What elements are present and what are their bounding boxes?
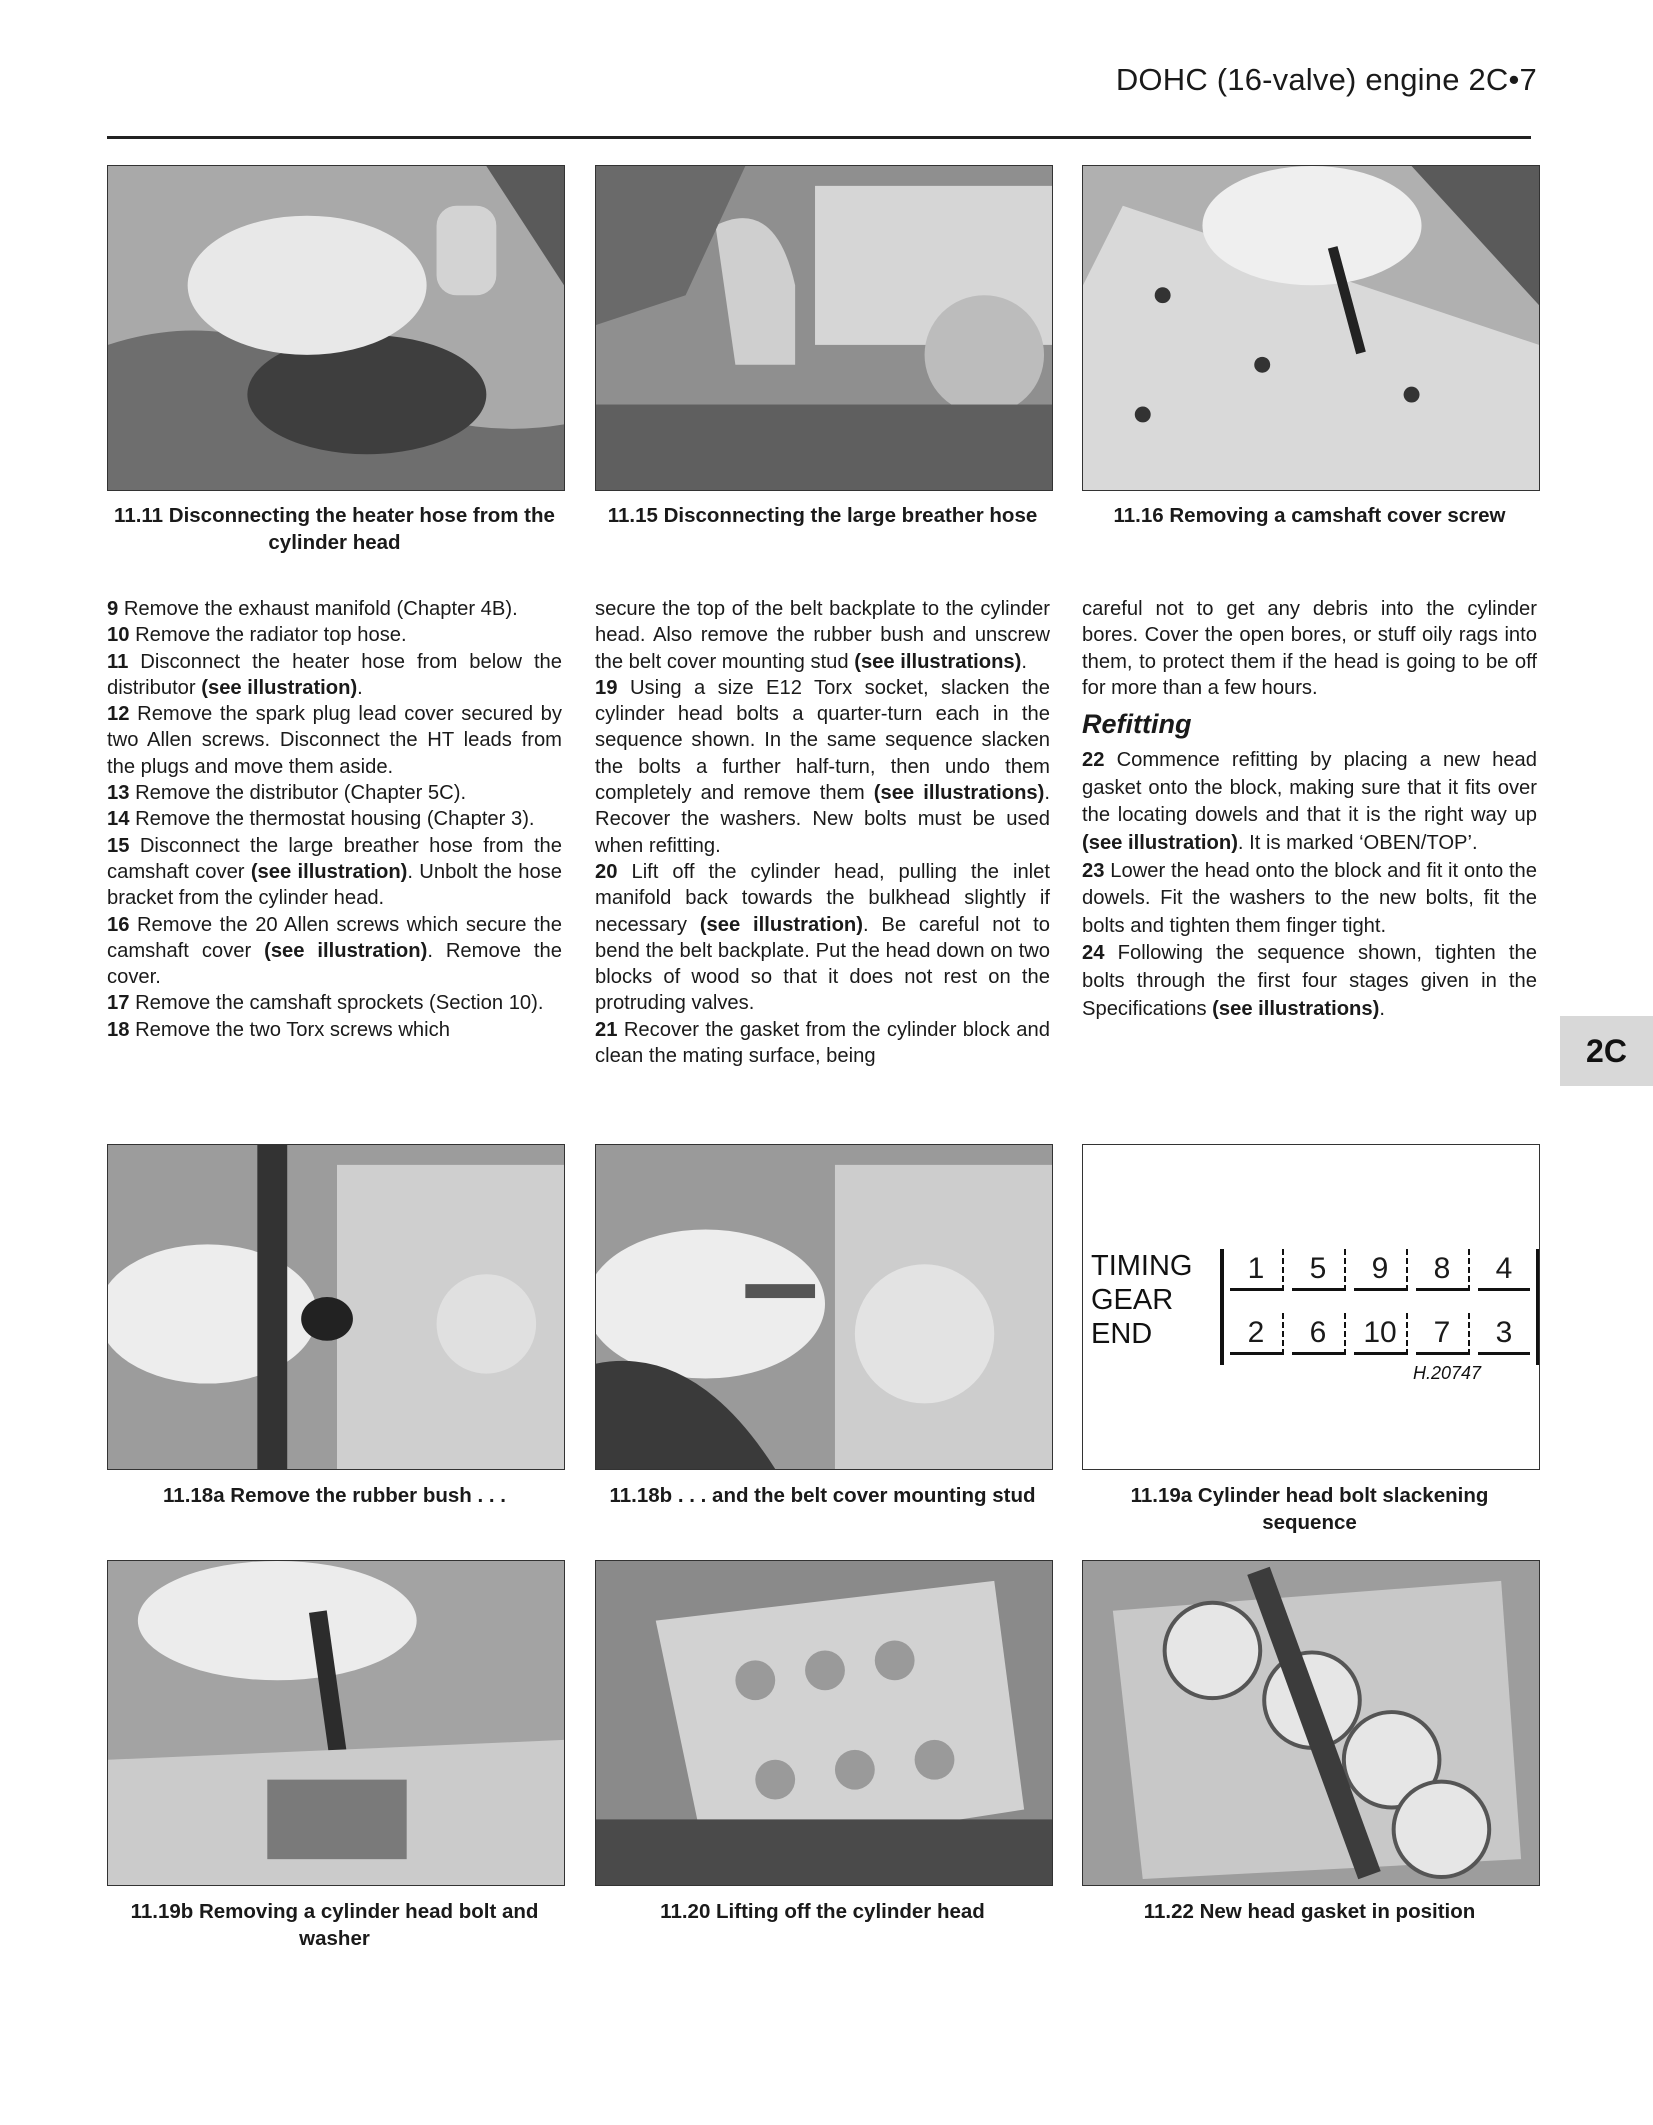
para-13: 13 Remove the distributor (Chapter 5C). — [107, 782, 467, 805]
diagram-bolt-sequence — [1082, 1144, 1540, 1470]
para-9: 9 Remove the exhaust manifold (Chapter 4B). — [107, 598, 518, 620]
para-10: 10 Remove the radiator top hose. — [107, 624, 407, 647]
caption-11-18a: 11.18a Remove the rubber bush . . . — [163, 1484, 506, 1507]
text-column-3 — [1082, 596, 1537, 1023]
diagram-end-label: TIMING GEAR END — [1091, 1250, 1193, 1350]
bolt-row-top: 1 5 9 8 4 — [1230, 1249, 1530, 1291]
photo-rubber-bush — [107, 1144, 565, 1470]
para-18-cont: secure the top of the belt backplate to the cylinder head. Also remove the rubber bush and unscrew the belt cover mounting stud (see illustrations). — [595, 598, 1050, 673]
header-rule — [107, 136, 1531, 139]
caption-11-11: 11.11 Disconnecting the heater hose from the cylinder head — [114, 504, 555, 554]
photo-lifting-cylinder-head — [595, 1560, 1053, 1886]
caption-11-16: 11.16 Removing a camshaft cover screw — [1113, 504, 1506, 527]
photo-head-bolt-washer — [107, 1560, 565, 1886]
diagram-code: H.20747 — [1413, 1363, 1482, 1383]
para-21: 21 Recover the gasket from the cylinder block and clean the mating surface, being — [595, 1018, 1050, 1068]
para-11: 11 Disconnect the heater hose from below the distributor (see illustration). — [107, 650, 563, 699]
caption-11-19a: 11.19a Cylinder head bolt slackening sequence — [1130, 1484, 1489, 1534]
para-17: 17 Remove the camshaft sprockets (Section 10). — [107, 992, 544, 1015]
photo-camshaft-cover-screw — [1082, 165, 1540, 491]
caption-11-19b: 11.19b Removing a cylinder head bolt and washer — [130, 1900, 539, 1950]
photo-heater-hose — [107, 165, 565, 491]
caption-11-15: 11.15 Disconnecting the large breather hose — [607, 504, 1038, 527]
para-15: 15 Disconnect the large breather hose from the camshaft cover (see illustration). Unbolt the hose bracket from the cylinder head. — [107, 834, 563, 910]
para-24: 24 Following the sequence shown, tighten the bolts through the first four stages given in the Specifications (see illustrations). — [1082, 942, 1537, 1020]
para-22: 22 Commence refitting by placing a new head gasket onto the block, making sure that it fits over the locating dowels and that it is the right way up (see illustration). It is marked ‘OBEN/TOP’. — [1082, 749, 1537, 854]
para-14: 14 Remove the thermostat housing (Chapter 3). — [107, 808, 535, 831]
caption-11-22: 11.22 New head gasket in position — [1143, 1900, 1476, 1923]
caption-11-20: 11.20 Lifting off the cylinder head — [660, 1900, 985, 1923]
para-20: 20 Lift off the cylinder head, pulling the inlet manifold back towards the bulkhead slightly if necessary (see illustration). Be careful not to bend the belt backplate. Put the head down on two blocks of wood so that it does not rest on the protruding valves. — [595, 860, 1050, 1015]
photo-new-head-gasket — [1082, 1560, 1540, 1886]
page-header: DOHC (16-valve) engine 2C•7 — [1115, 62, 1537, 97]
photo-belt-cover-stud — [595, 1144, 1053, 1470]
section-heading-refitting: Refitting — [1082, 709, 1192, 740]
para-16: 16 Remove the 20 Allen screws which secure the camshaft cover (see illustration). Remove the cover. — [107, 913, 562, 989]
para-23: 23 Lower the head onto the block and fit it onto the dowels. Fit the washers to the new bolts, fit the bolts and tighten them finger tight. — [1082, 859, 1538, 937]
para-21-cont: careful not to get any debris into the cylinder bores. Cover the open bores, or stuff oily rags into them, to protect them if the head is going to be off for more than a few hours. — [1082, 598, 1537, 699]
bolt-row-bottom: 2 6 10 7 3 — [1230, 1313, 1530, 1355]
diagram-bolt-grid — [1220, 1249, 1540, 1365]
chapter-tab: 2C — [1560, 1016, 1653, 1086]
caption-11-18b: 11.18b . . . and the belt cover mounting stud — [609, 1484, 1036, 1507]
para-18: 18 Remove the two Torx screws which — [107, 1018, 450, 1041]
para-19: 19 Using a size E12 Torx socket, slacken the cylinder head bolts a quarter-turn each in the sequence shown. In the same sequence slacken the bolts a further half-turn, then undo them completely and remove them (see illustrations). Recover the washers. New bolts must be used when refitting. — [595, 676, 1051, 857]
para-12: 12 Remove the spark plug lead cover secured by two Allen screws. Disconnect the HT leads from the plugs and move them aside. — [107, 703, 563, 778]
photo-breather-hose — [595, 165, 1053, 491]
text-column-2 — [595, 596, 1050, 1069]
text-column-1 — [107, 596, 562, 1043]
